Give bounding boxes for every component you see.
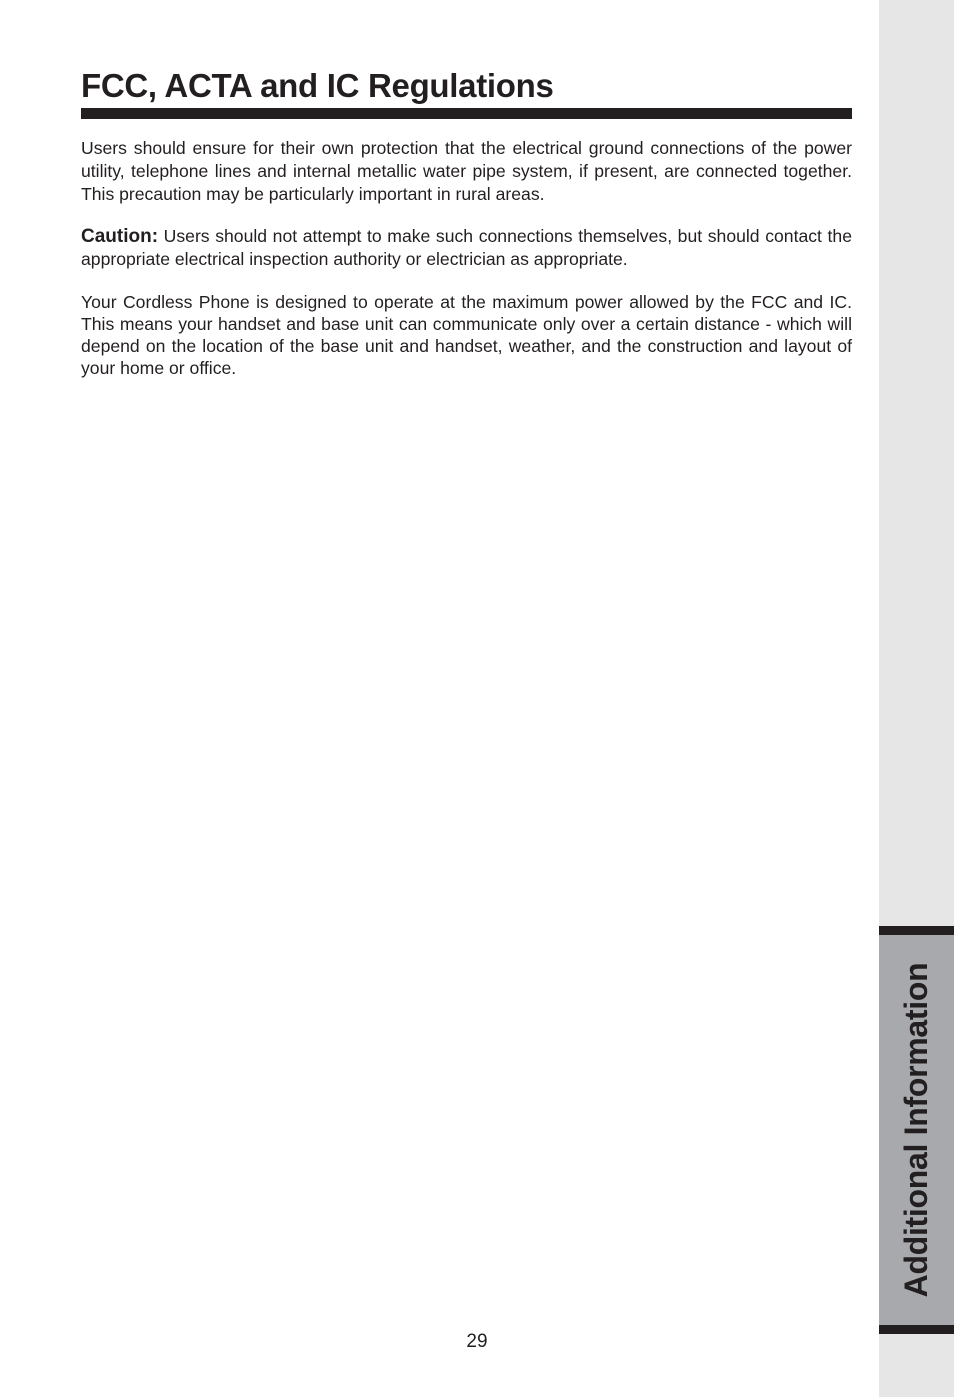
caution-label: Caution: (81, 226, 159, 247)
page-number: 29 (466, 1331, 488, 1352)
title-rule (81, 108, 852, 119)
caution-text: Users should not attempt to make such connections themselves, but should contact the appropriate electrical inspection authority or electrician as appropriate. (81, 226, 852, 269)
page-title: FCC, ACTA and IC Regulations (81, 67, 554, 104)
section-tab (879, 926, 954, 1334)
section-tab-label: Additional Information (898, 962, 934, 1298)
main-content (81, 137, 852, 379)
grounding-paragraph: Users should ensure for their own protection that the electrical ground connections of the power utility, telephone lines and internal metallic water pipe system, if present, are connected together. This precaution may be particularly important in rural areas. (81, 138, 852, 204)
range-paragraph: Your Cordless Phone is designed to operate at the maximum power allowed by the FCC and IC. This means your handset and base unit can communicate only over a certain distance - which will depend on the location of the base unit and handset, weather, and the construction and layout of your home or office. (81, 292, 852, 378)
caution-paragraph (81, 225, 852, 270)
